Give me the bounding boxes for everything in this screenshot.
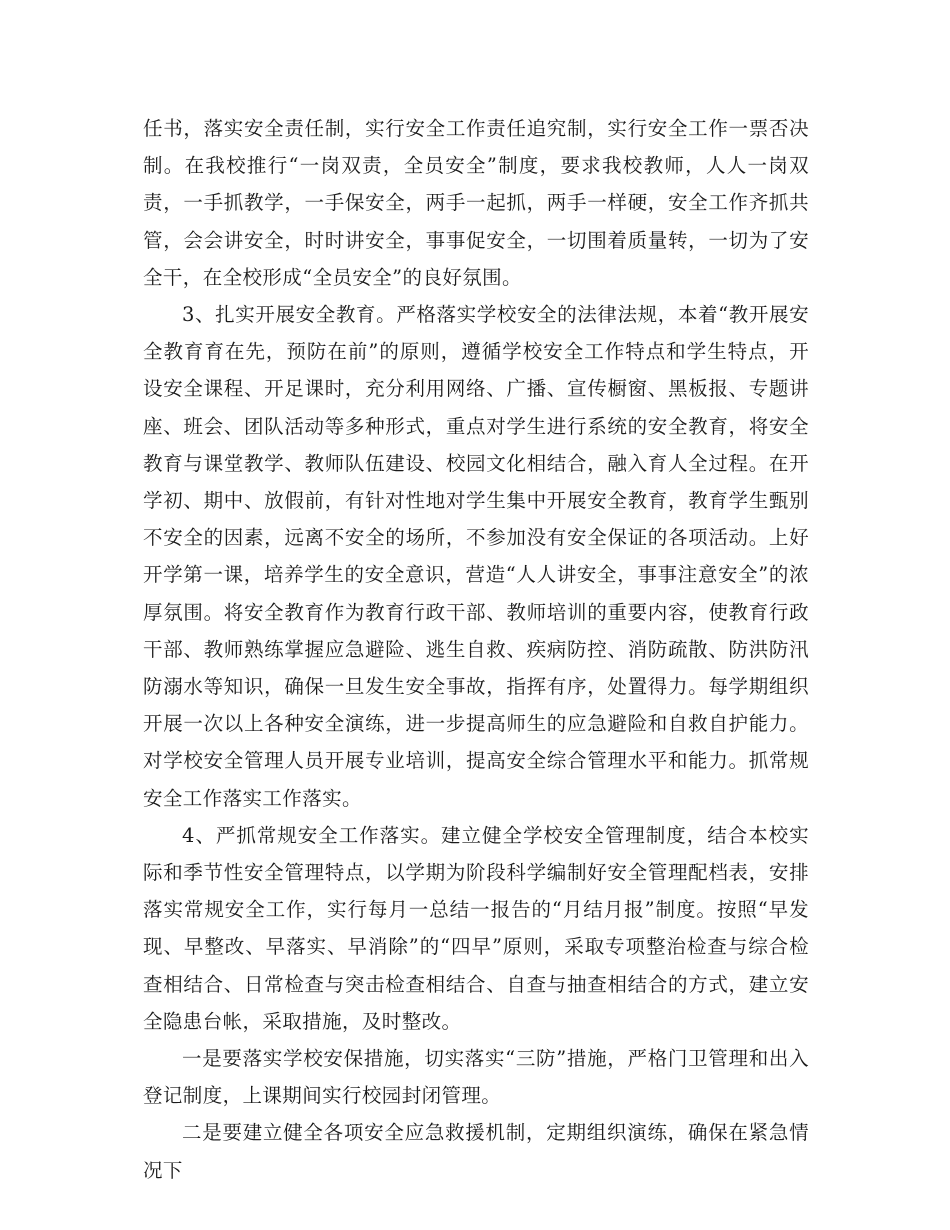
paragraph-continued: 任书，落实安全责任制，实行安全工作责任追究制，实行安全工作一票否决制。在我校推行“一岗双责，全员安全”制度，要求我校教师，人人一岗双责，一手抓教学，一手保安全，两手一起抓，两手一样硬，安全工作齐抓共管，会会讲安全，时时讲安全，事事促安全，一切围着质量转，一切为了安全干，在全校形成“全员安全”的良好氛围。 <box>143 117 809 289</box>
paragraph-routine-safety: 4、严抓常规安全工作落实。建立健全学校安全管理制度，结合本校实际和季节性安全管理特点，以学期为阶段科学编制好安全管理配档表，安排落实常规安全工作，实行每月一总结一报告的“月结月报”制度。按照“早发现、早整改、早落实、早消除”的“四早”原则，采取专项整治检查与综合检查相结合、日常检查与突击检查相结合、自查与抽查相结合的方式，建立安全隐患台帐，采取措施，及时整改。 <box>143 823 809 1033</box>
paragraph-safety-education: 3、扎实开展安全教育。严格落实学校安全的法律法规，本着“教开展安全教育育在先，预防在前”的原则，遵循学校安全工作特点和学生特点，开设安全课程、开足课时，充分利用网络、广播、宣传橱窗、黑板报、专题讲座、班会、团队活动等多种形式，重点对学生进行系统的安全教育，将安全教育与课堂教学、教师队伍建设、校园文化相结合，融入育人全过程。在开学初、期中、放假前，有针对性地对学生集中开展安全教育，教育学生甄别不安全的因素，远离不安全的场所，不参加没有安全保证的各项活动。上好开学第一课，培养学生的安全意识，营造“人人讲安全，事事注意安全”的浓厚氛围。将安全教育作为教育行政干部、教师培训的重要内容，使教育行政干部、教师熟练掌握应急避险、逃生自救、疾病防控、消防疏散、防洪防汛防溺水等知识，确保一旦发生安全事故，指挥有序，处置得力。每学期组织开展一次以上各种安全演练，进一步提高师生的应急避险和自救自护能力。对学校安全管理人员开展专业培训，提高安全综合管理水平和能力。抓常规安全工作落实工作落实。 <box>143 303 809 810</box>
paragraph-emergency-mechanism: 二是要建立健全各项安全应急救援机制，定期组织演练，确保在紧急情况下 <box>143 1121 809 1182</box>
document-body <box>143 110 809 1189</box>
paragraph-security-measures: 一是要落实学校安保措施，切实落实“三防”措施，严格门卫管理和出入登记制度，上课期间实行校园封闭管理。 <box>143 1047 809 1108</box>
